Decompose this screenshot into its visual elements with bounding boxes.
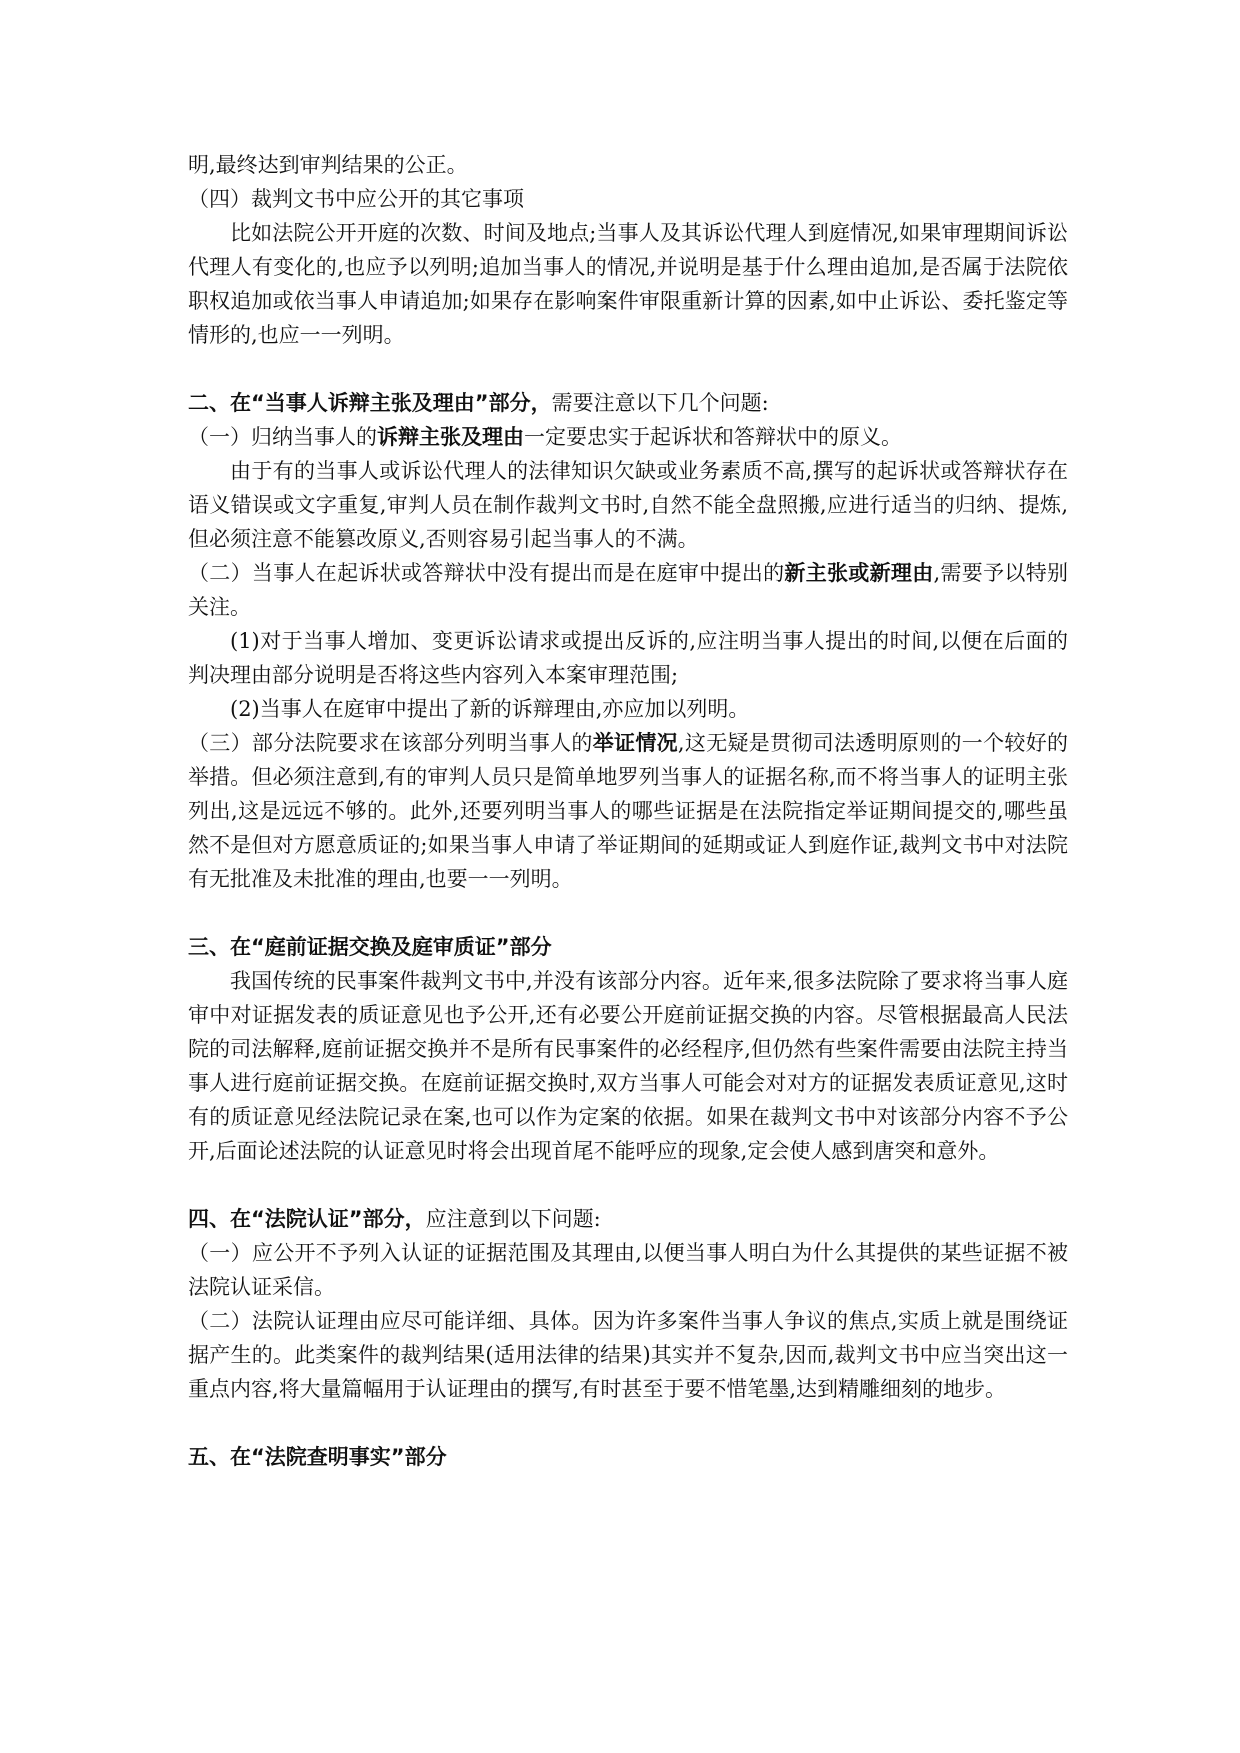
- text-run: 一定要忠实于起诉状和答辩状中的原义。: [524, 425, 902, 449]
- heading-rest: 需要注意以下几个问题:: [551, 391, 769, 415]
- paragraph: 明,最终达到审判结果的公正。: [188, 153, 468, 177]
- bold-run: 举证情况: [592, 731, 678, 755]
- section-heading-5: 五、在“法院查明事实”部分: [188, 1445, 447, 1469]
- section-heading-3: 三、在“庭前证据交换及庭审质证”部分: [188, 935, 552, 959]
- paragraph: [188, 420, 1068, 454]
- document-page: [188, 148, 1068, 1474]
- section-heading-4: [188, 1202, 1068, 1236]
- paragraph: 我国传统的民事案件裁判文书中,并没有该部分内容。近年来,很多法院除了要求将当事人庭审中对证据发表的质证意见也予公开,还有必要公开庭前证据交换的内容。尽管根据最高人民法院的司法解释,庭前证据交换并不是所有民事案件的必经程序,但仍然有些案件需要由法院主持当事人进行庭前证据交换。在庭前证据交换时,双方当事人可能会对对方的证据发表质证意见,这时有的质证意见经法院记录在案,也可以作为定案的依据。如果在裁判文书中对该部分内容不予公开,后面论述法院的认证意见时将会出现首尾不能呼应的现象,定会使人感到唐突和意外。: [188, 969, 1068, 1163]
- paragraph: (1)对于当事人增加、变更诉讼请求或提出反诉的,应注明当事人提出的时间,以便在后面的判决理由部分说明是否将这些内容列入本案审理范围;: [188, 629, 1068, 687]
- paragraph: [188, 556, 1068, 624]
- bold-run: 新主张或新理由: [784, 561, 934, 585]
- paragraph: (2)当事人在庭审中提出了新的诉辩理由,亦应加以列明。: [230, 697, 750, 721]
- spacer: [188, 896, 1068, 930]
- heading-bold: 四、在“法院认证”部分，: [188, 1207, 426, 1231]
- text-run: ,这无疑是贯彻司法透明原则的一个较好的举措。但必须注意到,有的审判人员只是简单地罗列当事人的证据名称,而不将当事人的证明主张列出,这是远远不够的。此外,还要列明当事人的哪些证据是在法院指定举证期间提交的,哪些虽然不是但对方愿意质证的;如果当事人申请了举证期间的延期或证人到庭作证,裁判文书中对法院有无批准及未批准的理由,也要一一列明。: [188, 731, 1069, 891]
- text-run: （一）归纳当事人的: [188, 425, 377, 449]
- text-run: （二）当事人在起诉状或答辩状中没有提出而是在庭审中提出的: [188, 561, 785, 585]
- heading-rest: 应注意到以下问题:: [425, 1207, 601, 1231]
- paragraph: （一）应公开不予列入认证的证据范围及其理由,以便当事人明白为什么其提供的某些证据不被法院认证采信。: [188, 1241, 1068, 1299]
- paragraph: （二）法院认证理由应尽可能详细、具体。因为许多案件当事人争议的焦点,实质上就是围绕证据产生的。此类案件的裁判结果(适用法律的结果)其实并不复杂,因而,裁判文书中应当突出这一重点内容,将大量篇幅用于认证理由的撰写,有时甚至于要不惜笔墨,达到精雕细刻的地步。: [188, 1309, 1068, 1401]
- spacer: [188, 1168, 1068, 1202]
- spacer: [188, 1406, 1068, 1440]
- paragraph: 比如法院公开开庭的次数、时间及地点;当事人及其诉讼代理人到庭情况,如果审理期间诉讼代理人有变化的,也应予以列明;追加当事人的情况,并说明是基于什么理由追加,是否属于法院依职权追加或依当事人申请追加;如果存在影响案件审限重新计算的因素,如中止诉讼、委托鉴定等情形的,也应一一列明。: [188, 221, 1068, 347]
- text-run: （三）部分法院要求在该部分列明当事人的: [188, 731, 593, 755]
- spacer: [188, 352, 1068, 386]
- bold-run: 诉辩主张及理由: [377, 425, 524, 449]
- subsection-heading: （四）裁判文书中应公开的其它事项: [188, 187, 524, 211]
- heading-bold: 二、在“当事人诉辩主张及理由”部分，: [188, 391, 552, 415]
- paragraph: 由于有的当事人或诉讼代理人的法律知识欠缺或业务素质不高,撰写的起诉状或答辩状存在语义错误或文字重复,审判人员在制作裁判文书时,自然不能全盘照搬,应进行适当的归纳、提炼,但必须注意不能篡改原义,否则容易引起当事人的不满。: [188, 459, 1068, 551]
- paragraph: [188, 726, 1068, 896]
- text-run: ,需要予以特别关注。: [188, 561, 1068, 619]
- section-heading-2: [188, 386, 1068, 420]
